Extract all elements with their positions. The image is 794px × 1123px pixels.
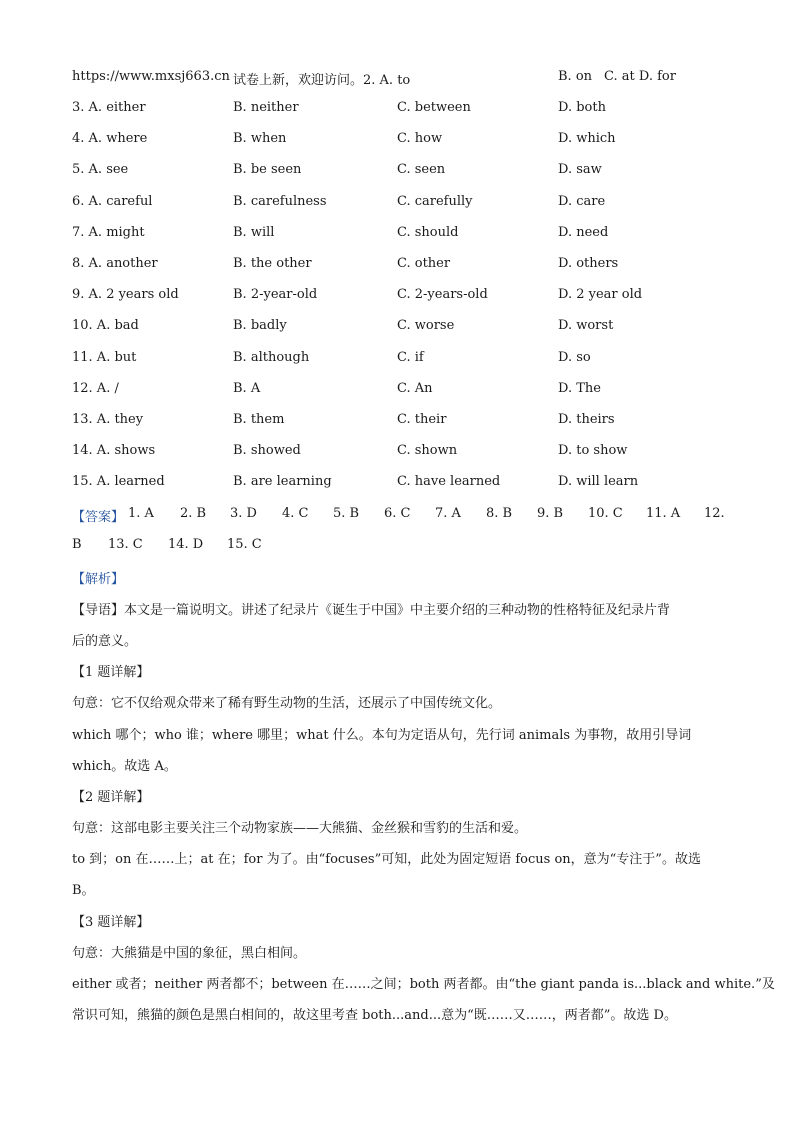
option-b: B. are learning	[233, 474, 332, 489]
q1-title: 【1 题详解】	[72, 665, 150, 680]
option-cd: C. at D. for	[604, 69, 676, 84]
option-a: 6. A. careful	[72, 194, 153, 209]
q3-sentence: 句意：大熊猫是中国的象征，黑白相间。	[72, 946, 307, 961]
option-a: 15. A. learned	[72, 474, 165, 489]
answer-item: 4. C	[282, 506, 309, 521]
option-b: B. be seen	[233, 162, 302, 177]
answer-line	[72, 506, 732, 524]
answer-item: 15. C	[227, 537, 262, 552]
q2-title: 【2 题详解】	[72, 790, 150, 805]
option-a: 4. A. where	[72, 131, 148, 146]
option-d: D. both	[558, 100, 606, 115]
answer-item: B	[72, 537, 82, 552]
option-b: B. will	[233, 225, 275, 240]
answer-item: 1. A	[128, 506, 154, 521]
answer-item: 12.	[704, 506, 725, 521]
option-c: C. carefully	[397, 194, 473, 209]
option-a: 11. A. but	[72, 350, 137, 365]
option-b: B. badly	[233, 318, 287, 333]
option-b: B. 2-year-old	[233, 287, 318, 302]
q3-title: 【3 题详解】	[72, 915, 150, 930]
option-c: C. An	[397, 381, 433, 396]
answer-item: 8. B	[486, 506, 513, 521]
answer-item: 10. C	[588, 506, 623, 521]
option-a: 14. A. shows	[72, 443, 156, 458]
q1-explanation-2: which。故选 A。	[72, 759, 177, 774]
option-c: C. seen	[397, 162, 446, 177]
option-a: 10. A. bad	[72, 318, 139, 333]
answer-item: 7. A	[435, 506, 461, 521]
option-c: C. other	[397, 256, 451, 271]
answer-item: 9. B	[537, 506, 564, 521]
option-b: B. the other	[233, 256, 312, 271]
option-a: 5. A. see	[72, 162, 129, 177]
option-d: D. worst	[558, 318, 614, 333]
site-notice: 试卷上新，欢迎访问。2. A. to	[233, 73, 411, 88]
q1-sentence: 句意：它不仅给观众带来了稀有野生动物的生活，还展示了中国传统文化。	[72, 696, 502, 711]
option-b: B. when	[233, 131, 287, 146]
option-a: 8. A. another	[72, 256, 158, 271]
intro-line-2: 后的意义。	[72, 634, 138, 649]
option-a: 3. A. either	[72, 100, 146, 115]
q2-explanation-2: B。	[72, 883, 95, 898]
option-d: D. will learn	[558, 474, 639, 489]
option-d: D. The	[558, 381, 601, 396]
option-a: 7. A. might	[72, 225, 145, 240]
option-a: 13. A. they	[72, 412, 144, 427]
option-c: C. worse	[397, 318, 455, 333]
option-c: C. should	[397, 225, 459, 240]
option-d: D. saw	[558, 162, 602, 177]
option-b: B. them	[233, 412, 285, 427]
option-d: D. others	[558, 256, 619, 271]
q3-explanation-1: either 或者；neither 两者都不；between 在……之间；both 两者都。由“the giant panda is...black and white.”及	[72, 977, 775, 992]
option-d: D. which	[558, 131, 616, 146]
option-b: B. carefulness	[233, 194, 327, 209]
answer-label: 【答案】	[72, 510, 125, 525]
q2-sentence: 句意：这部电影主要关注三个动物家族——大熊猫、金丝猴和雪豹的生活和爱。	[72, 821, 528, 836]
option-d: D. to show	[558, 443, 628, 458]
option-c: C. how	[397, 131, 443, 146]
option-c: C. between	[397, 100, 471, 115]
option-d: D. theirs	[558, 412, 615, 427]
analysis-label: 【解析】	[72, 572, 125, 587]
answer-item: 5. B	[333, 506, 360, 521]
option-b: B. A	[233, 381, 261, 396]
answer-item: 6. C	[384, 506, 411, 521]
option-a: 12. A. /	[72, 381, 119, 396]
option-c: C. if	[397, 350, 424, 365]
option-c: C. have learned	[397, 474, 501, 489]
answer-item: 3. D	[230, 506, 257, 521]
option-d: D. care	[558, 194, 606, 209]
option-b: B. showed	[233, 443, 301, 458]
answer-item: 14. D	[168, 537, 204, 552]
option-d: D. need	[558, 225, 609, 240]
answer-item: 11. A	[646, 506, 681, 521]
q1-explanation-1: which 哪个；who 谁；where 哪里；what 什么。本句为定语从句，先行词 animals 为事物，故用引导词	[72, 728, 692, 743]
answer-item: 2. B	[180, 506, 207, 521]
option-a: 9. A. 2 years old	[72, 287, 179, 302]
option-d: D. so	[558, 350, 591, 365]
option-b: B. although	[233, 350, 310, 365]
source-url: https://www.mxsj663.cn	[72, 69, 230, 84]
option-c: C. shown	[397, 443, 458, 458]
option-d: D. 2 year old	[558, 287, 643, 302]
intro-line-1: 【导语】本文是一篇说明文。讲述了纪录片《诞生于中国》中主要介绍的三种动物的性格特征及纪录片背	[72, 603, 671, 618]
option-c: C. their	[397, 412, 447, 427]
answer-item: 13. C	[108, 537, 143, 552]
option-b: B. neither	[233, 100, 299, 115]
q3-explanation-2: 常识可知，熊猫的颜色是黑白相间的，故这里考查 both...and...意为“既……又……，两者都”。故选 D。	[72, 1008, 677, 1023]
option-b: B. on	[558, 69, 593, 84]
answer-line-2	[72, 537, 732, 555]
q2-explanation-1: to 到；on 在……上；at 在；for 为了。由“focuses”可知，此处为固定短语 focus on，意为“专注于”。故选	[72, 852, 701, 867]
option-c: C. 2-years-old	[397, 287, 488, 302]
